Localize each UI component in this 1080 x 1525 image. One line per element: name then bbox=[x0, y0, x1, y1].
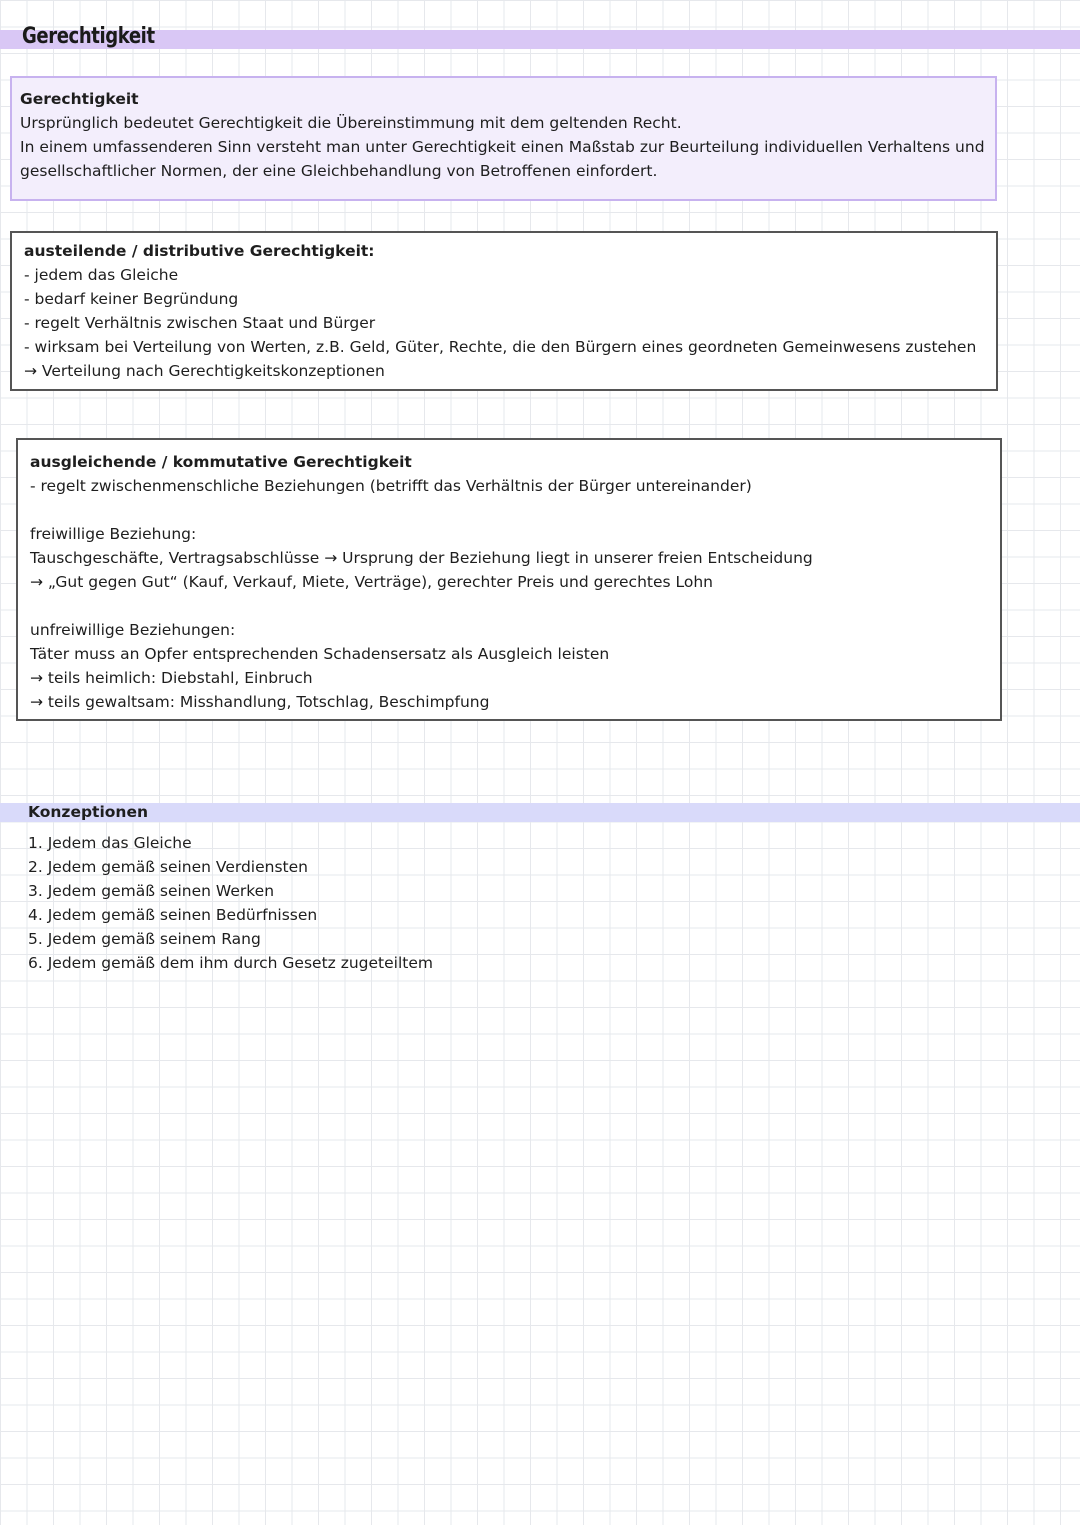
konzeption-item: 3. Jedem gemäß seinen Werken bbox=[28, 882, 275, 900]
unfreiwillig-line: Täter muss an Opfer entsprechenden Schadensersatz als Ausgleich leisten bbox=[30, 645, 610, 663]
freiwillig-heading: freiwillige Beziehung: bbox=[30, 525, 197, 543]
page-title: Gerechtigkeit bbox=[22, 24, 155, 49]
freiwillig-line: → „Gut gegen Gut“ (Kauf, Verkauf, Miete, Verträge), gerechter Preis und gerechtes Lohn bbox=[30, 573, 713, 591]
konzeptionen-list bbox=[28, 831, 433, 975]
definition-heading: Gerechtigkeit bbox=[20, 90, 139, 108]
konzeption-item: 4. Jedem gemäß seinen Bedürfnissen bbox=[28, 906, 318, 924]
konzeption-item: 5. Jedem gemäß seinem Rang bbox=[28, 930, 261, 948]
kommutative-box bbox=[16, 438, 1002, 721]
freiwillig-line: Tauschgeschäfte, Vertragsabschlüsse → Ursprung der Beziehung liegt in unserer freien Entscheidung bbox=[30, 549, 813, 567]
distributive-box bbox=[10, 231, 998, 391]
title-highlight-bar bbox=[0, 30, 1080, 49]
kommutative-heading: ausgleichende / kommutative Gerechtigkeit bbox=[30, 453, 412, 471]
distributive-item: → Verteilung nach Gerechtigkeitskonzeptionen bbox=[24, 362, 385, 380]
unfreiwillig-line: → teils heimlich: Diebstahl, Einbruch bbox=[30, 669, 313, 687]
konzeptionen-highlight-bar bbox=[0, 803, 1080, 822]
distributive-heading: austeilende / distributive Gerechtigkeit: bbox=[24, 242, 375, 260]
distributive-item: - bedarf keiner Begründung bbox=[24, 290, 239, 308]
konzeption-item: 1. Jedem das Gleiche bbox=[28, 834, 192, 852]
konzeptionen-heading: Konzeptionen bbox=[28, 803, 149, 821]
distributive-item: - regelt Verhältnis zwischen Staat und Bürger bbox=[24, 314, 376, 332]
unfreiwillig-heading: unfreiwillige Beziehungen: bbox=[30, 621, 236, 639]
definition-line: Ursprünglich bedeutet Gerechtigkeit die Übereinstimmung mit dem geltenden Recht. bbox=[20, 114, 682, 132]
kommutative-intro: - regelt zwischenmenschliche Beziehungen (betrifft das Verhältnis der Bürger untereinander) bbox=[30, 477, 752, 495]
distributive-item: - wirksam bei Verteilung von Werten, z.B. Geld, Güter, Rechte, die den Bürgern eines geordneten Gemeinwesens zustehen bbox=[24, 338, 977, 356]
definition-box bbox=[10, 76, 997, 201]
distributive-item: - jedem das Gleiche bbox=[24, 266, 179, 284]
definition-line: In einem umfassenderen Sinn versteht man unter Gerechtigkeit einen Maßstab zur Beurteilung individuellen Verhaltens und gesellschaftlicher Normen, der eine Gleichbehandlung von Betroffenen einfordert. bbox=[20, 138, 985, 180]
konzeption-item: 2. Jedem gemäß seinen Verdiensten bbox=[28, 858, 308, 876]
unfreiwillig-line: → teils gewaltsam: Misshandlung, Totschlag, Beschimpfung bbox=[30, 693, 490, 711]
konzeption-item: 6. Jedem gemäß dem ihm durch Gesetz zugeteiltem bbox=[28, 954, 433, 972]
